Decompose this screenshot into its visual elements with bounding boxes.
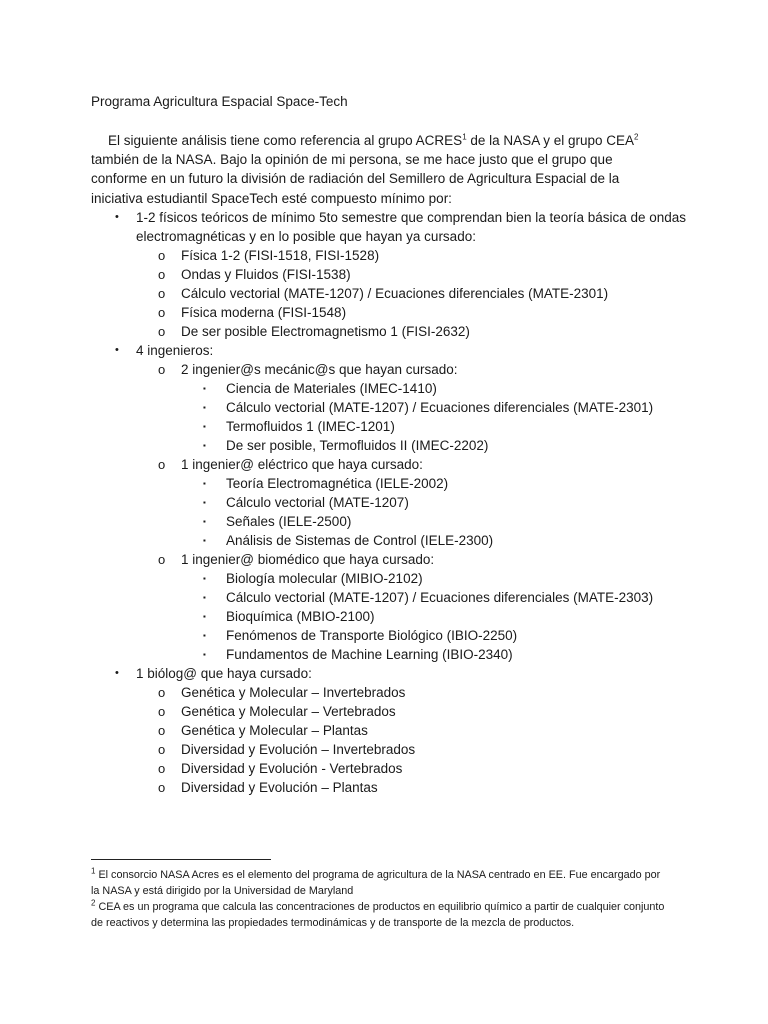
footnote-ref-1[interactable]: 1	[462, 132, 467, 142]
course-label: Genética y Molecular – Plantas	[181, 723, 368, 738]
bullet-icon: o	[158, 780, 166, 795]
course-label: Fenómenos de Transporte Biológico (IBIO-2250)	[226, 628, 518, 643]
course-label: Cálculo vectorial (MATE-1207)	[226, 495, 409, 510]
footnote-ref-2[interactable]: 2	[634, 132, 639, 142]
course-item	[181, 626, 691, 645]
footnote-text: CEA es un programa que calcula las concentraciones de productos en equilibrio químico a partir de cualquier conjunto de reactivos y determina las propiedades termodinámicas y de transporte de la mezcla de productos.	[91, 901, 665, 929]
bullet-icon: ▪	[203, 498, 206, 507]
course-label: Bioquímica (MBIO-2100)	[226, 609, 375, 624]
course-item	[136, 303, 691, 322]
footnote-marker: 2	[91, 898, 96, 908]
course-label: Ondas y Fluidos (FISI-1538)	[181, 267, 351, 282]
course-label: Genética y Molecular – Vertebrados	[181, 704, 396, 719]
group-label: 4 ingenieros:	[136, 343, 214, 358]
subgroup-biomedico	[136, 550, 691, 664]
course-item	[181, 645, 691, 664]
bullet-icon: o	[158, 552, 166, 567]
course-item	[181, 512, 691, 531]
sublist-ingenieros	[136, 360, 691, 664]
course-item	[136, 702, 691, 721]
course-label: Análisis de Sistemas de Control (IELE-2300)	[226, 533, 494, 548]
course-label: Cálculo vectorial (MATE-1207) / Ecuaciones diferenciales (MATE-2301)	[226, 400, 654, 415]
bullet-icon: ▪	[203, 403, 206, 412]
bullet-icon: ▪	[203, 517, 206, 526]
intro-text-3: también de la NASA. Bajo la opinión de mi persona, se me hace justo que el grupo que conforme en un futuro la división de radiación del Semillero de Agricultura Espacial de la iniciativa estudiantil SpaceTech esté compuesto mínimo por:	[91, 152, 620, 206]
course-label: Ciencia de Materiales (IMEC-1410)	[226, 381, 437, 396]
footnote-text: El consorcio NASA Acres es el elemento del programa de agricultura de la NASA centrado en EE. Fue encargado por la NASA y está dirigido por la Universidad de Maryland	[91, 869, 661, 897]
list-item-ingenieros	[91, 341, 691, 664]
subgroup-label: 1 ingenier@ biomédico que haya cursado:	[181, 552, 435, 567]
course-item	[181, 398, 691, 417]
footnote-1	[91, 867, 671, 899]
course-item	[181, 588, 691, 607]
group-label: 1 biólog@ que haya cursado:	[136, 666, 312, 681]
sublist-electrico	[181, 474, 691, 550]
course-label: De ser posible Electromagnetismo 1 (FISI-2632)	[181, 324, 470, 339]
bullet-icon: ▪	[203, 536, 206, 545]
bullet-icon: ▪	[203, 422, 206, 431]
group-label: 1-2 físicos teóricos de mínimo 5to semestre que comprendan bien la teoría básica de ondas electromagnéticas y en lo posible que hayan ya cursado:	[136, 210, 687, 244]
course-label: Teoría Electromagnética (IELE-2002)	[226, 476, 449, 491]
course-label: Genética y Molecular – Invertebrados	[181, 685, 406, 700]
course-item	[181, 474, 691, 493]
course-item	[181, 379, 691, 398]
course-item	[136, 683, 691, 702]
intro-text-1: El siguiente análisis tiene como referencia al grupo ACRES	[108, 133, 463, 148]
footnotes	[91, 867, 671, 931]
intro-text-2: de la NASA y el grupo CEA	[466, 133, 634, 148]
bullet-icon: o	[158, 324, 166, 339]
course-label: Fundamentos de Machine Learning (IBIO-2340)	[226, 647, 513, 662]
sublist-biomedico	[181, 569, 691, 664]
subgroup-label: 1 ingenier@ eléctrico que haya cursado:	[181, 457, 423, 472]
footnote-2	[91, 899, 671, 931]
bullet-icon: ▪	[203, 574, 206, 583]
bullet-icon: ▪	[203, 479, 206, 488]
sublist-biologo	[136, 683, 691, 797]
course-label: Diversidad y Evolución – Invertebrados	[181, 742, 416, 757]
course-item	[136, 246, 691, 265]
bullet-icon: o	[158, 704, 166, 719]
course-item	[136, 778, 691, 797]
subgroup-electrico	[136, 455, 691, 550]
bullet-icon: o	[158, 286, 166, 301]
course-label: Cálculo vectorial (MATE-1207) / Ecuaciones diferenciales (MATE-2303)	[226, 590, 654, 605]
subgroup-mecanicos	[136, 360, 691, 455]
course-item	[181, 607, 691, 626]
bullet-icon: o	[158, 457, 166, 472]
page-title: Programa Agricultura Espacial Space-Tech	[91, 94, 348, 109]
course-item	[181, 417, 691, 436]
bullet-icon: •	[115, 667, 119, 679]
course-item	[136, 740, 691, 759]
course-item	[136, 721, 691, 740]
requirements-list	[91, 208, 691, 797]
bullet-icon: o	[158, 362, 166, 377]
course-label: Termofluidos 1 (IMEC-1201)	[226, 419, 395, 434]
bullet-icon: ▪	[203, 441, 206, 450]
course-item	[136, 322, 691, 341]
bullet-icon: o	[158, 761, 166, 776]
sublist-fisicos	[136, 246, 691, 341]
footnote-divider	[91, 859, 271, 860]
course-label: Física 1-2 (FISI-1518, FISI-1528)	[181, 248, 380, 263]
subgroup-label: 2 ingenier@s mecánic@s que hayan cursado:	[181, 362, 458, 377]
course-label: Señales (IELE-2500)	[226, 514, 352, 529]
course-label: Cálculo vectorial (MATE-1207) / Ecuaciones diferenciales (MATE-2301)	[181, 286, 609, 301]
bullet-icon: ▪	[203, 631, 206, 640]
course-item	[136, 284, 691, 303]
sublist-mecanicos	[181, 379, 691, 455]
bullet-icon: ▪	[203, 384, 206, 393]
bullet-icon: •	[115, 211, 119, 223]
course-label: Física moderna (FISI-1548)	[181, 305, 347, 320]
bullet-icon: ▪	[203, 612, 206, 621]
course-label: Diversidad y Evolución - Vertebrados	[181, 761, 403, 776]
bullet-icon: o	[158, 685, 166, 700]
course-item	[181, 569, 691, 588]
bullet-icon: •	[115, 344, 119, 356]
bullet-icon: o	[158, 267, 166, 282]
bullet-icon: o	[158, 305, 166, 320]
course-label: Biología molecular (MIBIO-2102)	[226, 571, 423, 586]
footnote-marker: 1	[91, 866, 96, 876]
bullet-icon: o	[158, 248, 166, 263]
course-item	[181, 436, 691, 455]
course-item	[136, 759, 691, 778]
list-item-fisicos	[91, 208, 691, 341]
course-item	[136, 265, 691, 284]
bullet-icon: ▪	[203, 650, 206, 659]
intro-paragraph	[91, 131, 671, 208]
bullet-icon: o	[158, 723, 166, 738]
bullet-icon: ▪	[203, 593, 206, 602]
course-label: Diversidad y Evolución – Plantas	[181, 780, 378, 795]
bullet-icon: o	[158, 742, 166, 757]
course-label: De ser posible, Termofluidos II (IMEC-2202)	[226, 438, 489, 453]
course-item	[181, 493, 691, 512]
list-item-biologo	[91, 664, 691, 797]
course-item	[181, 531, 691, 550]
